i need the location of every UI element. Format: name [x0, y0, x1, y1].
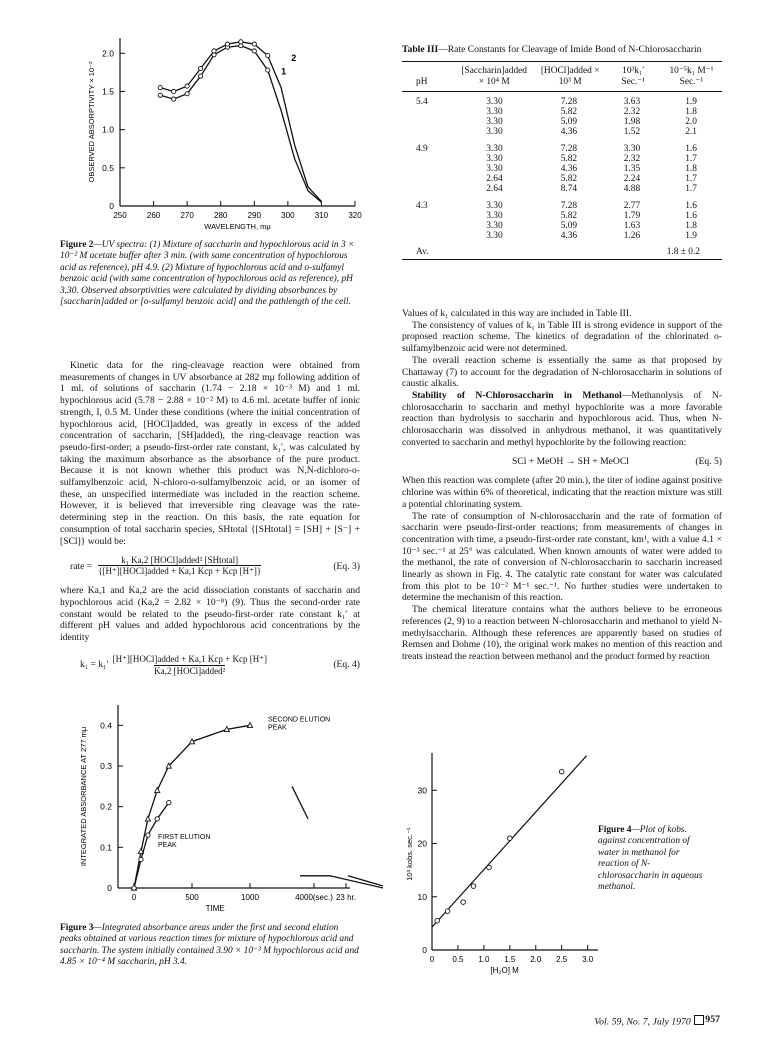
figure-4-chart	[402, 745, 607, 975]
x-tick-label: 300	[281, 211, 295, 220]
table-cell: 2.64	[486, 184, 503, 195]
table-cell: 5.82	[560, 174, 578, 185]
y-tick-label: 10	[417, 891, 427, 902]
y-tick-label: 1.0	[102, 124, 114, 135]
data-point	[185, 84, 189, 88]
table-cell: 3.30	[486, 231, 503, 242]
table-cell: 1.6	[685, 143, 697, 154]
table-cell: 4.36	[560, 164, 578, 175]
table-cell: 1.6	[685, 200, 697, 211]
table-cell: 3.30	[486, 107, 503, 118]
paragraph: When this reaction was complete (after 20 min.), the titer of iodine against positive chlorine was within 6% of theoretical, indicating that the reaction mixture was still a potential chlorinating system.	[402, 475, 722, 510]
y-tick-label: 30	[417, 785, 427, 796]
figure-2-caption-text: —UV spectra: (1) Mixture of saccharin and hypochlorous acid in 3 × 10⁻² M acetate buffer after 3 min. (with same concentration of hypochlorous acid as reference), pH 4.9. (2) Mixture of hypochlorous acid and o-sulfamyl benzoic acid (with same concentration of hypochlorous acid as reference), pH 3.30. Observed absorptivities were calculated by dividing absorbances by [saccharin]added or [o-sulfamyl benzoic acid] and the pathlength of the cell.	[60, 240, 355, 308]
y-tick-label: 1.5	[102, 86, 114, 97]
table-cell: 2.64	[486, 174, 503, 185]
table-cell: 1.7	[685, 153, 697, 164]
table-3-header-cell: [Saccharin]added × 10⁴ M	[461, 66, 527, 87]
table-row	[402, 211, 722, 221]
x-tick-label: 3.0	[582, 955, 594, 964]
right-column-text	[402, 308, 722, 663]
table-row	[402, 127, 722, 140]
figure-2	[60, 30, 360, 235]
data-point	[167, 800, 171, 804]
table-row	[402, 117, 722, 127]
table-row	[402, 231, 722, 241]
table-cell: 7.28	[560, 143, 578, 154]
figure-3-caption-text: —Integrated absorbance areas under the first and second elution peaks obtained at various reaction times for mixture of hypochlorous acid and saccharin. The system initially contained 3.90 × 10⁻³ M hypochlorous acid and 4.85 × 10⁻⁴ M saccharin, pH 3.4.	[60, 923, 359, 968]
table-3-header-cell: pH	[416, 76, 428, 87]
data-point	[132, 886, 136, 890]
x-tick-label: 320	[348, 211, 362, 220]
paragraph-text: —Methanolysis of N-chlorosaccharin to saccharin and methyl hypochlorite was a more favorable reaction than hydrolysis to saccharin and hypochlorous acid. Thus, when N-chlorosaccharin was dissolved in anhydrous methanol, it was quantitatively converted to saccharin and methyl hypochlorite by the following reaction:	[402, 389, 722, 448]
table-cell: 4.88	[623, 184, 641, 195]
paragraph: Values of k₁ calculated in this way are included in Table III.	[402, 308, 632, 319]
table-cell: 3.30	[486, 200, 503, 211]
table-cell: 5.82	[560, 153, 578, 164]
table-cell-ph: 4.9	[416, 143, 428, 154]
paragraph: The rate of consumption of N-chlorosaccharin and the rate of formation of saccharin were pseudo-first-order reactions; from measurements of changes in concentration with time, a pseudo-first-order rate constant, km¹, with a value 4.1 × 10⁻³ sec.⁻¹ at 25° was calculated. When known amounts of water were added to the methanol, the rate of conversion of N-chlorosaccharin to saccharin increased linearly as shown in Fig. 4. The catalytic rate constant for water was calculated from this plot to be 10⁻² M⁻¹ sec.⁻¹. No further studies were undertaken to determine the mechanism of this reaction.	[402, 510, 722, 604]
table-cell-ph: 4.3	[416, 200, 428, 211]
x-axis-label: WAVELENGTH, mμ	[204, 222, 271, 231]
figure-4-caption-label: Figure 4	[598, 825, 632, 835]
data-point	[487, 865, 492, 870]
table-cell: 3.63	[623, 96, 641, 107]
data-point	[461, 900, 466, 905]
table-3-title	[402, 44, 722, 55]
table-3-title-label: Table III	[402, 44, 439, 55]
data-point	[185, 92, 189, 96]
table-cell-ph	[402, 117, 455, 127]
x-tick-label: 270	[180, 211, 194, 220]
table-cell: 2.0	[685, 117, 697, 128]
table-row	[402, 198, 722, 211]
x-tick-label: 2.0	[530, 955, 542, 964]
figure-4	[402, 745, 607, 975]
x-tick-label: 1.5	[504, 955, 516, 964]
figure-4-caption-text: —Plot of kobs. against concentration of water in methanol for reaction of N-chlorosaccharin in aqueous methanol.	[598, 825, 703, 893]
y-tick-label: 0.4	[100, 720, 112, 731]
figure-4-caption	[598, 825, 710, 893]
table-row	[402, 174, 722, 184]
figure-3-chart	[60, 695, 360, 920]
second-peak-label: SECOND ELUTION	[268, 716, 331, 724]
equation-4-denominator: Ka,2 [HOCl]added²	[154, 665, 226, 676]
table-cell: 1.6	[685, 210, 697, 221]
table-cell-ph	[402, 154, 455, 164]
figure-3	[60, 695, 360, 920]
y-tick-label: 0	[109, 201, 114, 211]
table-cell-ph	[402, 231, 455, 241]
table-row	[402, 107, 722, 117]
table-row	[402, 184, 722, 197]
table-3-header-cell: [HOCl]added × 10³ M	[540, 66, 600, 87]
table-cell: 5.09	[560, 117, 578, 128]
table-cell: 1.9	[685, 96, 697, 107]
data-point	[435, 918, 440, 923]
table-row	[402, 141, 722, 154]
left-column-text	[60, 360, 360, 676]
table-cell: 3.30	[486, 96, 503, 107]
equation-4-lhs: k₁ = k₁′	[80, 659, 109, 671]
table-row	[402, 164, 722, 174]
table-cell: 3.30	[486, 117, 503, 128]
data-point	[198, 74, 202, 78]
page-number-group	[694, 1014, 720, 1025]
y-tick-label: 0	[107, 883, 112, 893]
equation-3-tag: (Eq. 3)	[333, 560, 360, 572]
table-cell: 5.82	[560, 107, 578, 118]
series-line-tail	[292, 786, 308, 819]
equation-3-denominator: {[H⁺][HOCl]added + Ka,1 Kcp + Kcp [H⁺]}	[98, 566, 262, 577]
y-tick-label: 0.5	[102, 162, 114, 173]
table-3-body	[402, 92, 722, 242]
table-cell: 5.09	[560, 221, 578, 232]
table-cell: 5.82	[560, 210, 578, 221]
x-tick-label: 1.0	[478, 955, 490, 964]
equation-5	[512, 456, 722, 467]
second-peak-label: PEAK	[268, 724, 287, 732]
x-tick-label: 290	[247, 211, 261, 220]
table-row	[402, 154, 722, 164]
data-point	[172, 97, 176, 101]
journal-citation: Vol. 59, No. 7, July 1970	[594, 1016, 691, 1028]
x-axis-label: [H₂O] M	[490, 966, 519, 975]
data-point	[155, 817, 159, 821]
x-tick-label: 2.5	[556, 955, 568, 964]
y-axis-label: INTEGRATED ABSORBANCE AT 277 mμ	[79, 726, 88, 867]
table-cell: 1.52	[623, 127, 641, 138]
table-cell: 3.30	[486, 143, 503, 154]
table-cell: 1.79	[623, 210, 641, 221]
y-tick-label: 0	[422, 945, 427, 955]
table-cell: 3.30	[486, 153, 503, 164]
y-tick-label: 0.3	[100, 761, 112, 771]
series-line-2	[160, 42, 321, 202]
table-cell: 3.30	[623, 143, 641, 154]
series-line-1	[160, 46, 321, 203]
data-point	[155, 788, 160, 793]
data-point	[172, 89, 176, 93]
x-tick-label: 280	[214, 211, 228, 220]
data-point	[266, 68, 270, 72]
x-tick-label: 0	[429, 955, 435, 964]
table-cell: 2.1	[685, 127, 697, 138]
data-point	[252, 49, 256, 53]
y-tick-label: 20	[417, 838, 427, 849]
equation-3-lhs: rate =	[70, 560, 93, 572]
data-point	[252, 42, 256, 46]
data-point	[198, 66, 202, 70]
x-tick-label: 260	[146, 211, 161, 220]
y-tick-label: 0.2	[100, 801, 112, 812]
table-cell-ph	[402, 174, 455, 184]
figure-2-caption	[60, 240, 360, 308]
equation-3-numerator: k₁ Ka,2 [HOCl]added² [SHtotal]	[121, 555, 239, 566]
page-footer	[560, 1014, 720, 1028]
data-point	[471, 884, 476, 889]
table-3-title-text: —Rate Constants for Cleavage of Imide Bond of N-Chlorosaccharin	[438, 44, 702, 55]
table-row	[402, 221, 722, 231]
table-cell-ph	[402, 211, 455, 221]
data-point	[139, 857, 143, 861]
table-cell-ph	[402, 107, 455, 117]
table-cell: 1.63	[623, 221, 641, 232]
table-cell: 3.30	[486, 221, 503, 232]
square-icon	[694, 1015, 704, 1025]
table-cell: 1.98	[623, 117, 641, 128]
data-point	[508, 836, 513, 841]
data-point	[145, 816, 150, 821]
table-cell: 2.24	[623, 174, 641, 185]
data-point	[158, 93, 162, 97]
data-point	[559, 769, 564, 774]
equation-3	[70, 555, 360, 577]
first-peak-label: FIRST ELUTION	[158, 834, 211, 842]
table-3-average-row	[402, 247, 722, 259]
table-cell: 4.36	[560, 127, 578, 138]
data-point	[239, 40, 243, 44]
first-peak-label: PEAK	[158, 842, 177, 850]
paragraph: where Ka,1 and Ka,2 are the acid dissociation constants of saccharin and hypochlorous acid (Ka,2 = 2.82 × 10⁻⁸) (9). Thus the second-order rate constant would be related to the pseudo-first-order rate constant k₁′ at different pH values and added hypochlorous acid concentrations by the identity	[60, 585, 360, 644]
page-number: 957	[705, 1014, 720, 1025]
table-cell-ph	[402, 184, 455, 197]
table-cell-ph: 5.4	[416, 96, 428, 107]
table-3-average-value: 1.8 ± 0.2	[666, 247, 700, 258]
equation-4-numerator: [H⁺][HOCl]added + Ka,1 Kcp + Kcp [H⁺]	[112, 653, 267, 664]
curve-label-2: 2	[291, 52, 297, 63]
table-cell: 1.8	[685, 164, 697, 175]
x-axis-label: TIME	[205, 904, 225, 913]
equation-5-body: SCl + MeOH → SH + MeOCl	[512, 456, 629, 468]
table-cell: 2.77	[623, 200, 641, 211]
table-cell-ph	[402, 164, 455, 174]
table-cell-ph	[402, 127, 455, 140]
data-point	[266, 53, 270, 57]
y-axis-label: 10³ kobs. sec.⁻¹	[405, 827, 414, 881]
equation-4	[80, 654, 360, 676]
x-tick-label: 1000	[241, 893, 259, 902]
table-cell: 4.36	[560, 231, 578, 242]
paragraph: The consistency of values of k₁ in Table III is strong evidence in support of the proposed reaction scheme. The kinetics of degradation of the chlorinated o-sulfamylbenzoic acid were not determined.	[402, 319, 722, 355]
x-tick-label: 23 hr.	[335, 893, 357, 902]
table-3-average-label: Av.	[416, 247, 429, 258]
figure-2-caption-label: Figure 2	[60, 240, 94, 250]
x-tick-label: 310	[314, 211, 329, 220]
table-3-header-cell: 10⁻⁵k₁ M⁻¹ Sec.⁻¹	[669, 66, 714, 87]
table-3-header	[402, 61, 722, 91]
table-3	[402, 44, 722, 260]
table-cell: 1.8	[685, 107, 697, 118]
table-cell: 1.7	[685, 174, 697, 185]
table-cell: 8.74	[560, 184, 578, 195]
table-row	[402, 97, 722, 107]
paragraph: Kinetic data for the ring-cleavage reaction were obtained from measurements of changes in UV absorbance at 282 mμ following addition of 1 ml. of solutions of saccharin (1.74 − 2.18 × 10⁻³ M) and 1 ml. hypochlorous acid (5.78 − 2.88 × 10⁻² M) to 4.6 ml. acetate buffer of ionic strength, I, 0.5 M. Under these conditions (where the initial concentration of hypochlorous acid, [HOCl]added, was greatly in excess of the added concentration of saccharin, [SH]added), the ring-cleavage reaction was pseudo-first-order; a pseudo-first-order rate constant, k₁′, was calculated by taking the maximum absorbance as the absorbance of the pure product. Because it is not known whether this product was N,N-dichloro-o-sulfamylbenzoic acid, N-chloro-o-sulfamylbenzoic acid, or an isomer of these, an unspecified intermediate was included in the reaction scheme. However, it is believed that irreversible ring cleavage was the rate-determining step in the reaction. On this basis, the rate equation for consumption of total saccharin species, SHtotal {[SHtotal] = [SH] + [S⁻] + [SCl]} would be:	[60, 360, 360, 547]
y-tick-label: 2.0	[102, 48, 114, 59]
table-3-bottom-rule	[402, 259, 722, 260]
fit-line	[432, 756, 587, 927]
table-cell: 2.32	[623, 153, 641, 164]
x-tick-label: 4000(sec.)	[295, 893, 333, 902]
table-cell: 7.28	[560, 200, 578, 211]
table-cell: 3.30	[486, 127, 503, 138]
equation-5-tag: (Eq. 5)	[695, 456, 722, 468]
table-3-header-cell: 10³k₁′ Sec.⁻¹	[621, 66, 646, 87]
paragraph: The chemical literature contains what the authors believe to be erroneous references (2, 9) to a reaction between N-chlorosaccharin and methanol to yield N-methylsaccharin. Although these references are apparently based on studies of Remsen and Dohme (10), the original work makes no mention of this reaction and treats instead the reaction between methanol and the product formed by reaction	[402, 604, 722, 662]
y-tick-label: 0.1	[100, 842, 112, 853]
x-tick-label: 250	[113, 211, 127, 220]
equation-4-tag: (Eq. 4)	[333, 659, 360, 671]
x-tick-label: 500	[185, 893, 199, 902]
paragraph	[402, 390, 722, 449]
figure-2-chart	[60, 30, 360, 235]
table-cell: 2.32	[623, 107, 641, 118]
data-point	[158, 86, 162, 90]
table-cell: 1.9	[685, 231, 697, 242]
series-line-1	[134, 725, 250, 888]
paragraph: The overall reaction scheme is essentially the same as that proposed by Chattaway (7) to account for the degradation of N-chlorosaccharin in solutions of caustic alkalis.	[402, 354, 722, 390]
data-point	[146, 833, 150, 837]
data-point	[212, 49, 216, 53]
table-cell: 1.35	[623, 164, 641, 175]
curve-label-1: 1	[281, 66, 287, 77]
y-axis-label: OBSERVED ABSORPTIVITY × 10⁻³	[87, 61, 96, 183]
table-cell-ph	[402, 221, 455, 231]
table-cell: 1.7	[685, 184, 697, 195]
table-cell: 3.30	[486, 210, 503, 221]
data-point	[225, 42, 229, 46]
figure-3-caption	[60, 923, 360, 969]
figure-3-caption-label: Figure 3	[60, 923, 94, 933]
section-heading: Stability of N-Chlorosaccharin in Methanol	[412, 389, 622, 401]
x-tick-label: 0.5	[452, 955, 464, 964]
x-tick-label: 0	[131, 893, 137, 902]
table-cell: 1.8	[685, 221, 697, 232]
table-cell: 3.30	[486, 164, 503, 175]
table-cell: 7.28	[560, 96, 578, 107]
table-cell: 1.26	[623, 231, 641, 242]
data-point	[445, 909, 450, 914]
